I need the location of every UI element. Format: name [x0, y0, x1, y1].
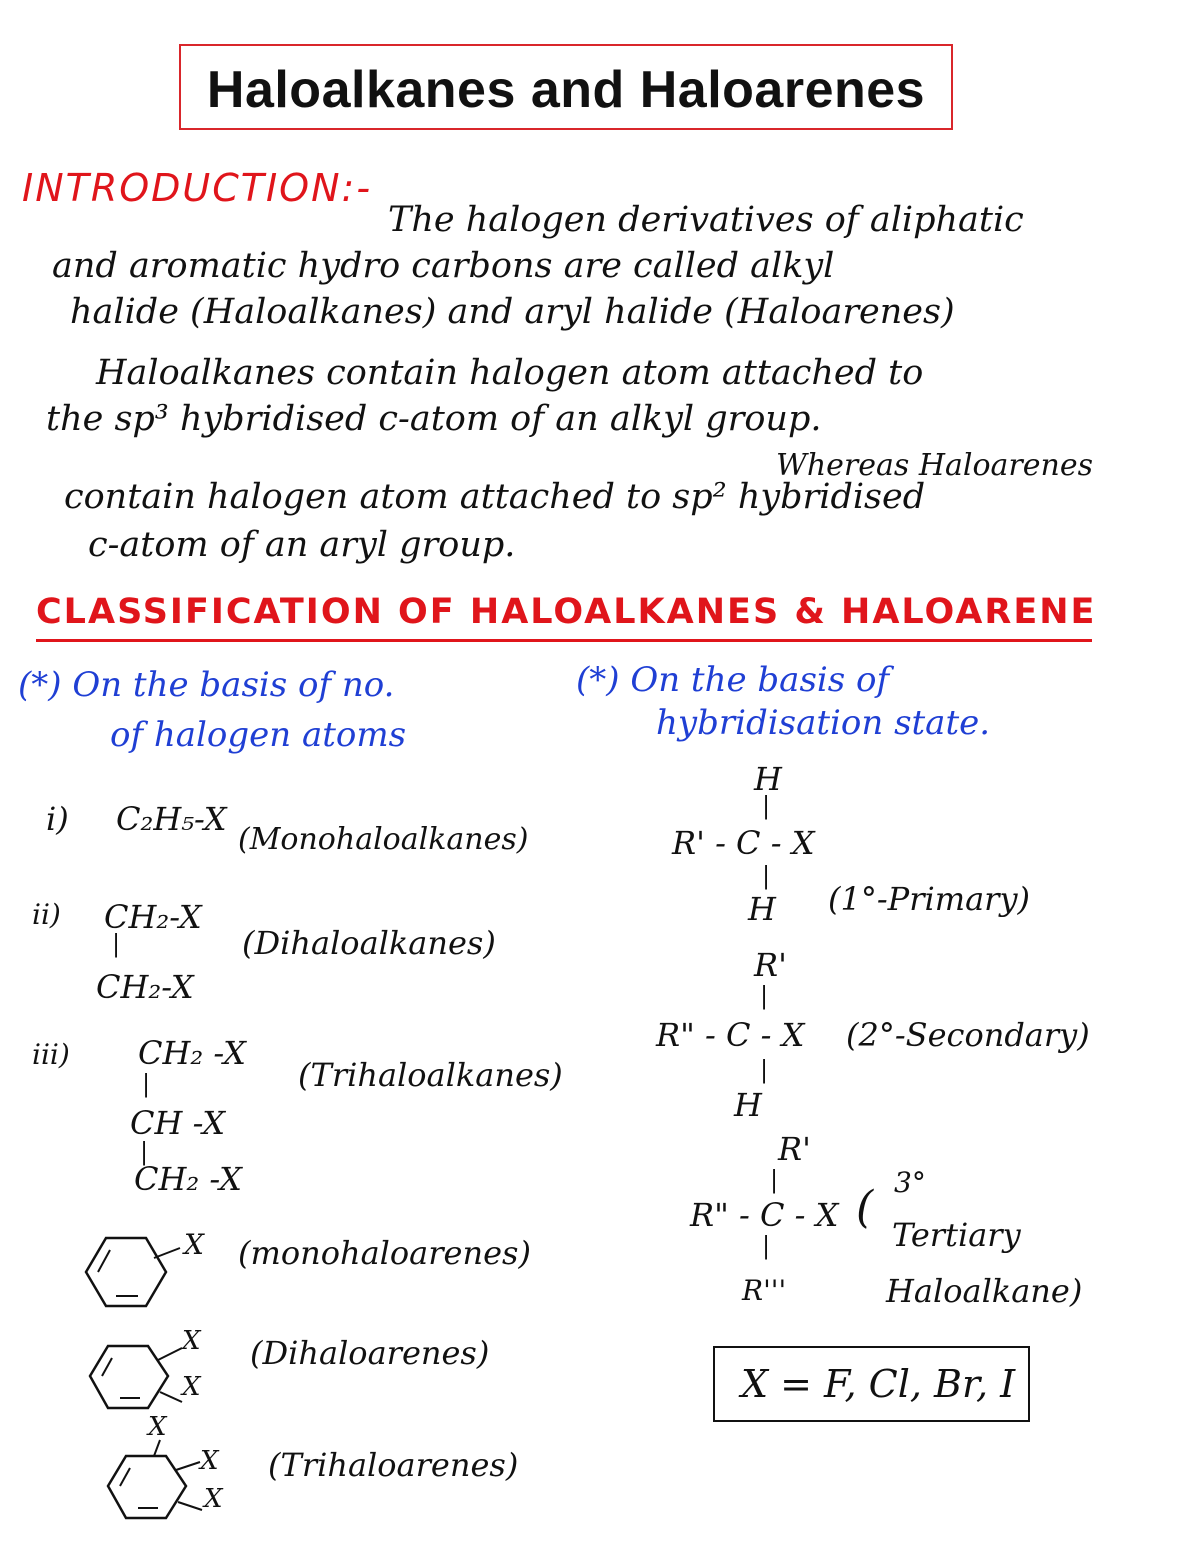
primary-bottom: H [748, 890, 776, 928]
tertiary-bottom: R''' [742, 1274, 787, 1307]
trihaloalkane-bond-1: | [142, 1070, 151, 1098]
secondary-label: (2°-Secondary) [846, 1016, 1090, 1054]
monohaloarene-x: X [184, 1228, 204, 1261]
monohaloalkane-name: (Monohaloalkanes) [238, 822, 529, 857]
trihaloarene-x3: X [204, 1484, 223, 1514]
dihaloarene-name: (Dihaloarenes) [250, 1334, 490, 1372]
intro-line-2: and aromatic hydro carbons are called alkyl [52, 246, 835, 286]
trihaloalkane-mid: CH -X [130, 1104, 226, 1142]
primary-bond-bottom: | [762, 862, 771, 890]
intro-line-7: contain halogen atom attached to sp² hybridised [64, 477, 926, 517]
secondary-bond-bottom: | [760, 1056, 769, 1084]
trihaloalkane-top: CH₂ -X [138, 1034, 246, 1072]
trihaloarene-name: (Trihaloarenes) [268, 1446, 519, 1484]
heading-underline [36, 639, 1092, 642]
primary-top: H [754, 760, 782, 798]
dihaloalkane-name: (Dihaloalkanes) [242, 924, 496, 962]
page-title: Haloalkanes and Haloarenes [206, 61, 926, 119]
item-iii-label: iii) [32, 1038, 70, 1071]
tertiary-top: R' [778, 1130, 811, 1168]
secondary-bond-top: | [760, 982, 769, 1010]
item-ii-label: ii) [32, 898, 61, 931]
trihaloalkane-bottom: CH₂ -X [134, 1160, 242, 1198]
secondary-top: R' [754, 946, 787, 984]
intro-line-6: Whereas Haloarenes [776, 448, 1093, 483]
halogen-definition: X = F, Cl, Br, I [741, 1362, 1016, 1406]
intro-line-3: halide (Haloalkanes) and aryl halide (Haloarenes) [70, 292, 955, 332]
left-basis-heading-1: (*) On the basis of no. [18, 665, 395, 705]
primary-mid: R' - C - X [672, 824, 815, 862]
trihaloarene-x1: X [148, 1412, 167, 1442]
monohaloarene-name: (monohaloarenes) [238, 1234, 531, 1272]
tertiary-label-open: ( [856, 1182, 874, 1233]
intro-line-8: c-atom of an aryl group. [88, 525, 516, 565]
tertiary-mid: R" - C - X [690, 1196, 839, 1234]
item-i-label: i) [46, 800, 69, 838]
dihaloalkane-bond: | [112, 930, 121, 958]
title-box [179, 44, 953, 130]
dihaloalkane-top: CH₂-X [104, 898, 202, 936]
tertiary-bond-top: | [770, 1166, 779, 1194]
left-basis-heading-2: of halogen atoms [110, 715, 407, 755]
right-basis-heading-1: (*) On the basis of [576, 660, 890, 700]
dihaloarene-x1: X [182, 1326, 201, 1356]
secondary-mid: R" - C - X [656, 1016, 805, 1054]
tertiary-label-degree: 3° [894, 1166, 926, 1199]
monohaloalkane-formula: C₂H₅-X [116, 800, 227, 838]
trihaloalkane-name: (Trihaloalkanes) [298, 1056, 563, 1094]
benzene-ring-di-icon [86, 1336, 196, 1416]
dihaloalkane-bottom: CH₂-X [96, 968, 194, 1006]
intro-line-5: the sp³ hybridised c-atom of an alkyl group. [46, 399, 822, 439]
intro-line-4: Haloalkanes contain halogen atom attached to [96, 353, 924, 393]
intro-line-1: The halogen derivatives of aliphatic [388, 200, 1024, 240]
benzene-ring-mono-icon [76, 1226, 186, 1316]
right-basis-heading-2: hybridisation state. [656, 703, 991, 743]
trihaloalkane-bond-2: | [140, 1138, 149, 1166]
tertiary-bond-bottom: | [762, 1232, 771, 1260]
primary-label: (1°-Primary) [828, 880, 1030, 918]
secondary-bottom: H [734, 1086, 762, 1124]
tertiary-label-line2: Tertiary [892, 1216, 1021, 1254]
classification-heading: CLASSIFICATION OF HALOALKANES & HALOARENE [36, 592, 1097, 632]
primary-bond-top: | [762, 792, 771, 820]
halogen-definition-box [713, 1346, 1030, 1422]
tertiary-label-line3: Haloalkane) [886, 1272, 1083, 1310]
introduction-heading: INTRODUCTION:- [22, 166, 373, 210]
trihaloarene-x2: X [200, 1446, 219, 1476]
dihaloarene-x2: X [182, 1372, 201, 1402]
